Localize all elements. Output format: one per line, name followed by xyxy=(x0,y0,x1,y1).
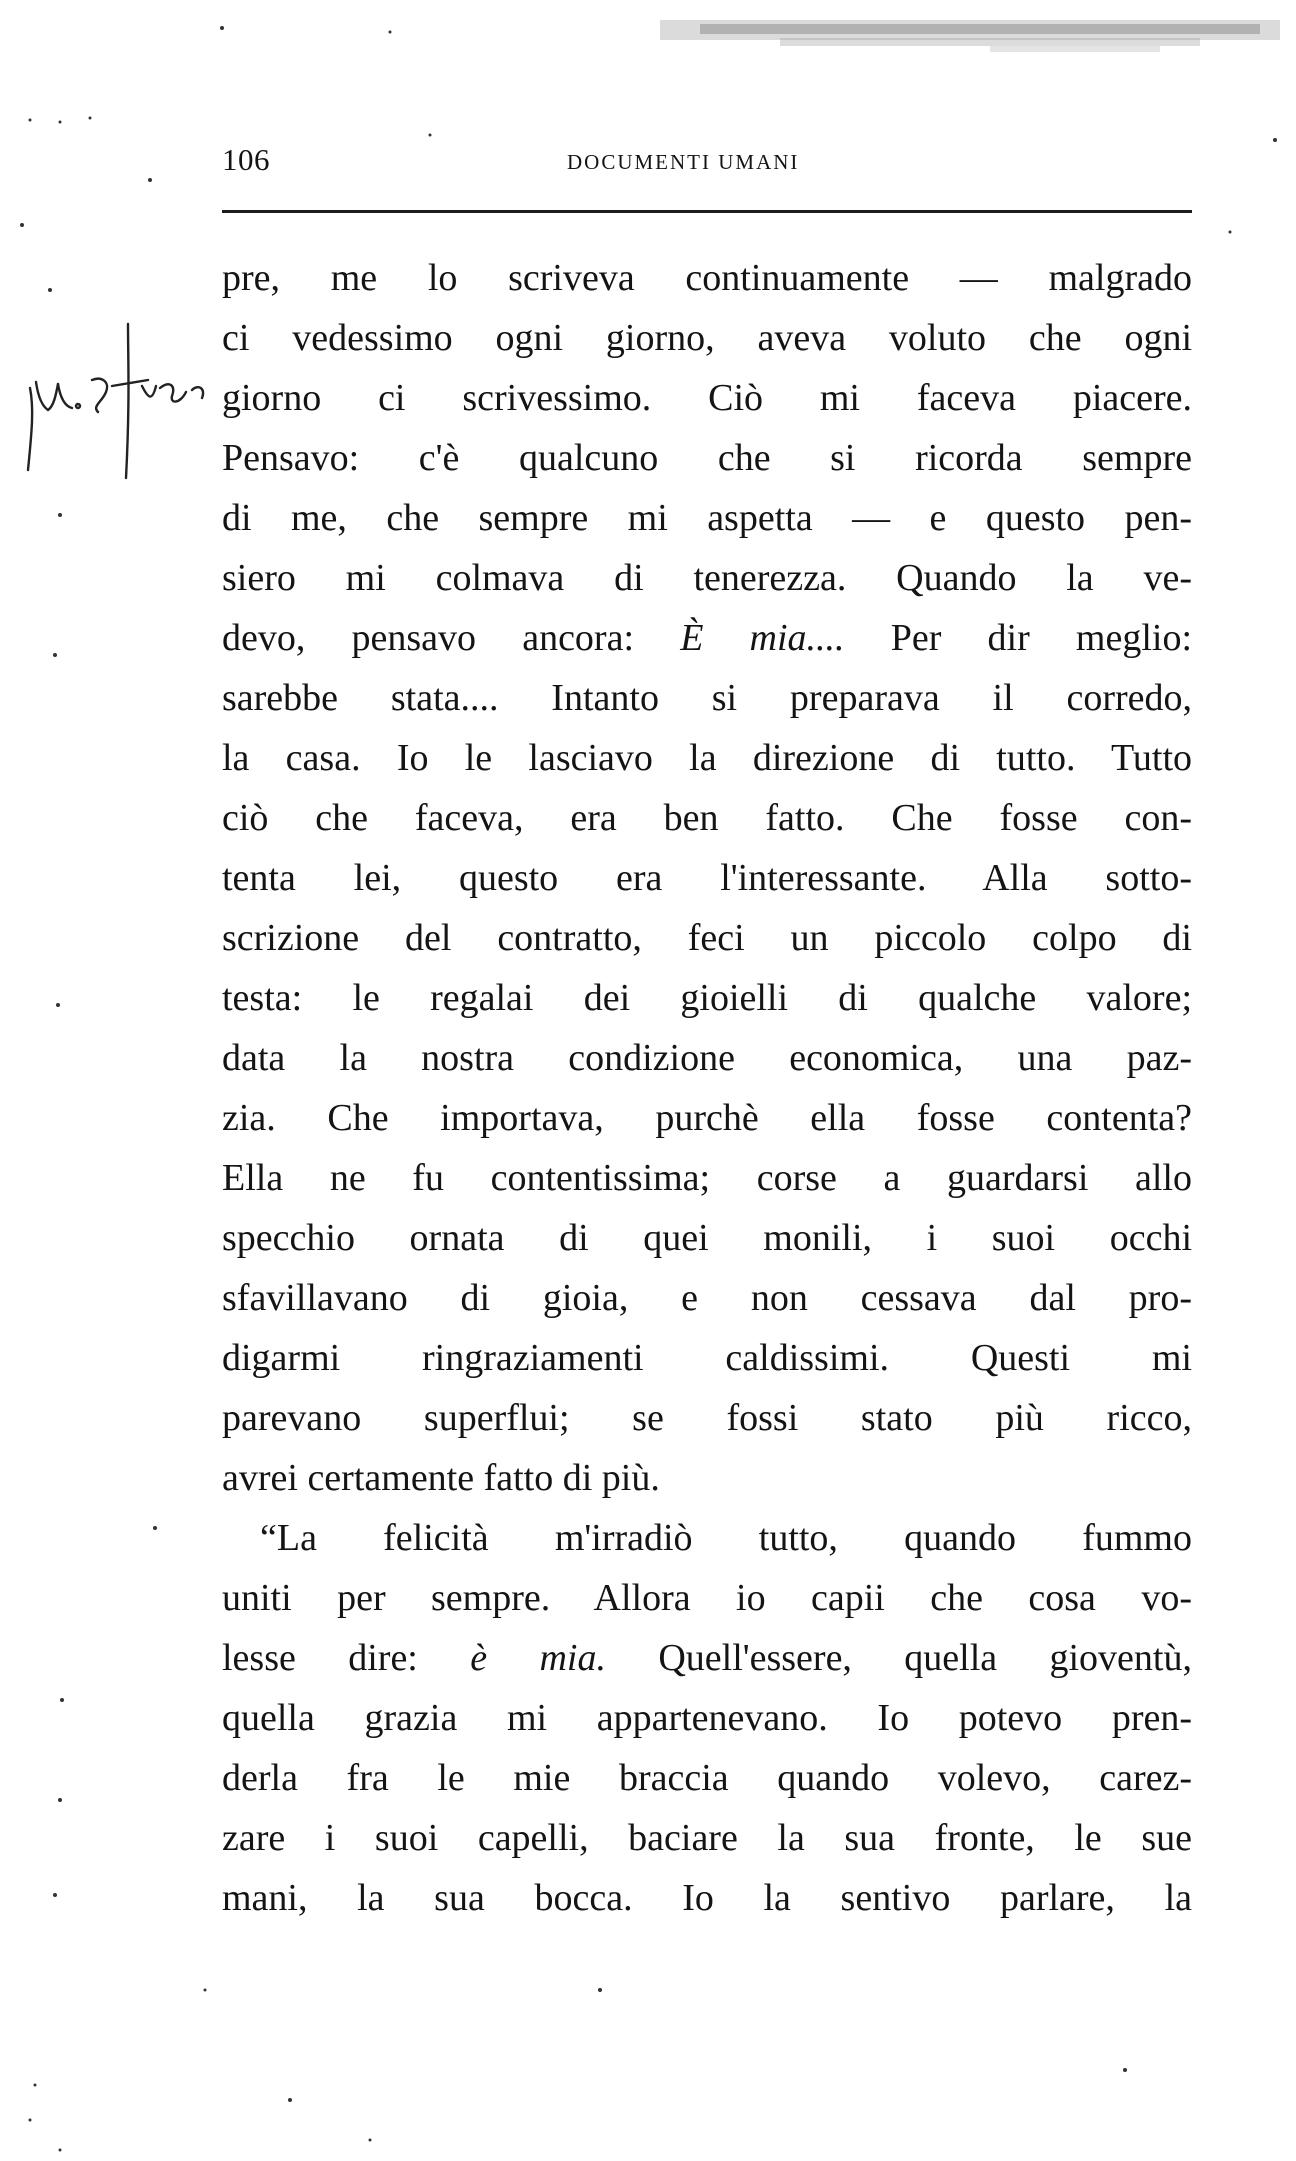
text-line: derla fra le mie braccia quando volevo, carez- xyxy=(222,1757,1192,1799)
paragraph-start-line: “La felicità m'irradiò tutto, quando fummo xyxy=(260,1517,1192,1559)
text-line: ciò che faceva, era ben fatto. Che fosse con- xyxy=(222,797,1192,839)
text-line: uniti per sempre. Allora io capii che cosa vo- xyxy=(222,1577,1192,1619)
text-line: giorno ci scrivessimo. Ciò mi faceva piacere. xyxy=(222,377,1192,419)
italic-phrase: è mia. xyxy=(470,1637,606,1679)
italic-phrase: È mia.... xyxy=(680,617,845,659)
text-line: di me, che sempre mi aspetta — e questo pen- xyxy=(222,497,1192,539)
text-line: pre, me lo scriveva continuamente — malgrado xyxy=(222,257,1192,299)
text-line: zia. Che importava, purchè ella fosse contenta? xyxy=(222,1097,1192,1139)
running-title: DOCUMENTI UMANI xyxy=(567,150,800,174)
line-segment: Per dir meglio: xyxy=(844,617,1193,659)
text-line: sfavillavano di gioia, e non cessava dal pro- xyxy=(222,1277,1192,1319)
text-line: Ella ne fu contentissima; corse a guardarsi allo xyxy=(222,1157,1192,1199)
text-line: mani, la sua bocca. Io la sentivo parlare, la xyxy=(222,1877,1192,1919)
paragraph-end-line: avrei certamente fatto di più. xyxy=(222,1457,660,1499)
text-line: parevano superflui; se fossi stato più ricco, xyxy=(222,1397,1192,1439)
text-line: la casa. Io le lasciavo la direzione di tutto. Tutto xyxy=(222,737,1192,779)
text-line: quella grazia mi appartenevano. Io potevo pren- xyxy=(222,1697,1192,1739)
text-line: specchio ornata di quei monili, i suoi occhi xyxy=(222,1217,1192,1259)
text-line: sarebbe stata.... Intanto si preparava il corredo, xyxy=(222,677,1192,719)
text-line: siero mi colmava di tenerezza. Quando la ve- xyxy=(222,557,1192,599)
text-line: zare i suoi capelli, baciare la sua fronte, le sue xyxy=(222,1817,1192,1859)
line-segment: lesse dire: xyxy=(222,1637,471,1679)
text-line: testa: le regalai dei gioielli di qualche valore; xyxy=(222,977,1192,1019)
text-line: Pensavo: c'è qualcuno che si ricorda sempre xyxy=(222,437,1192,479)
text-line: tenta lei, questo era l'interessante. Alla sotto- xyxy=(222,857,1192,899)
text-line: ci vedessimo ogni giorno, aveva voluto che ogni xyxy=(222,317,1192,359)
page-number: 106 xyxy=(222,142,270,177)
line-segment: devo, pensavo ancora: xyxy=(222,617,681,659)
text-line: digarmi ringraziamenti caldissimi. Questi mi xyxy=(222,1337,1192,1379)
text-line: scrizione del contratto, feci un piccolo colpo di xyxy=(222,917,1192,959)
text-line: data la nostra condizione economica, una paz- xyxy=(222,1037,1192,1079)
line-segment: Quell'essere, quella gioventù, xyxy=(605,1637,1192,1679)
